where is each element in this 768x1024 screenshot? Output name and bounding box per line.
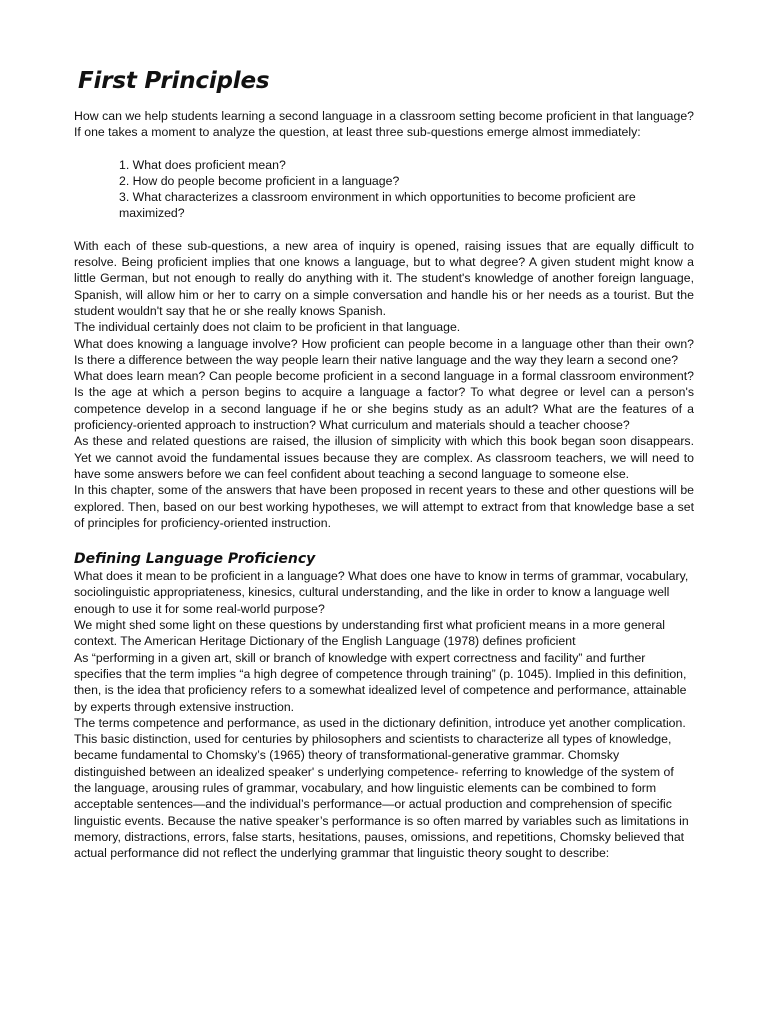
body-paragraph: What does learn mean? Can people become proficient in a second language in a formal classroom environment? Is the age at which a person begins to acquire a language a factor? To what degree or level can a person's competence develop in a second language if he or she begins study as an adult? What are the features of a proficiency-oriented approach to instruction? What curriculum and materials should a teacher choose? <box>74 369 694 433</box>
body-paragraph: In this chapter, some of the answers that have been proposed in recent years to these and other questions will be explored. Then, based on our best working hypotheses, we will attempt to extract from that knowledge base a set of principles for proficiency-oriented instruction. <box>74 483 694 530</box>
page-title: First Principles <box>78 68 270 94</box>
body-section <box>74 238 694 531</box>
list-item: 2. How do people become proficient in a language? <box>119 173 400 188</box>
list-item: 3. What characterizes a classroom environment in which opportunities to become proficient are maximized? <box>119 190 636 221</box>
section-body <box>74 568 694 861</box>
section-paragraph: The terms competence and performance, as used in the dictionary definition, introduce yet another complication. This basic distinction, used for centuries by philosophers and scientists to characterize all types of knowledge, became fundamental to Chomsky’s (1965) theory of transformational-generative grammar. Chomsky distinguished between an idealized speaker' s underlying competence- referring to knowledge of the system of the language, arousing rules of grammar, vocabulary, and how linguistic elements can be combined to form acceptable sentences—and the individual’s performance—or actual production and comprehension of specific linguistic events. Because the native speaker’s performance is so often marred by variables such as limitations in memory, distractions, errors, false starts, hesitations, pauses, omissions, and repetitions, Chomsky believed that actual performance did not reflect the underlying grammar that linguistic theory sought to describe: <box>74 715 689 861</box>
body-paragraph: The individual certainly does not claim to be proficient in that language. <box>74 320 461 335</box>
body-paragraph: With each of these sub-questions, a new area of inquiry is opened, raising issues that are equally difficult to resolve. Being proficient implies that one knows a language, but to what degree? A given student might know a little German, but not enough to really do anything with it. The student's knowledge of another foreign language, Spanish, will allow him or her to carry on a simple conversation and handle his or her needs as a tourist. But the student wouldn't say that he or she really knows Spanish. <box>74 238 694 318</box>
section-paragraph: As “performing in a given art, skill or branch of knowledge with expert correctness and facility” and further specifies that the term implies “a high degree of competence through training” (p. 1045). Implied in this definition, then, is the idea that proficiency refers to a somewhat idealized level of competence and performance, attainable by experts through extensive instruction. <box>74 650 687 714</box>
section-heading: Defining Language Proficiency <box>74 551 316 568</box>
body-paragraph: What does knowing a language involve? How proficient can people become in a language other than their own? Is there a difference between the way people learn their native language and the way they learn a second one? <box>74 336 694 367</box>
section-paragraph: We might shed some light on these questions by understanding first what proficient means in a more general context. The American Heritage Dictionary of the English Language (1978) defines proficient <box>74 618 666 649</box>
intro-paragraph: How can we help students learning a second language in a classroom setting become proficient in that language? If one takes a moment to analyze the question, at least three sub-questions emerge almost immediately: <box>74 109 694 140</box>
sub-questions-list <box>74 157 694 222</box>
section-paragraph: What does it mean to be proficient in a language? What does one have to know in terms of grammar, vocabulary, sociolinguistic appropriateness, kinesics, cultural understanding, and the like in order to know a language well enough to use it for some real-world purpose? <box>74 569 689 616</box>
body-paragraph: As these and related questions are raised, the illusion of simplicity with which this book began soon disappears. Yet we cannot avoid the fundamental issues because they are complex. As classroom teachers, we will need to have some answers before we can feel confident about teaching a second language to someone else. <box>74 434 694 481</box>
list-item: 1. What does proficient mean? <box>119 157 286 172</box>
